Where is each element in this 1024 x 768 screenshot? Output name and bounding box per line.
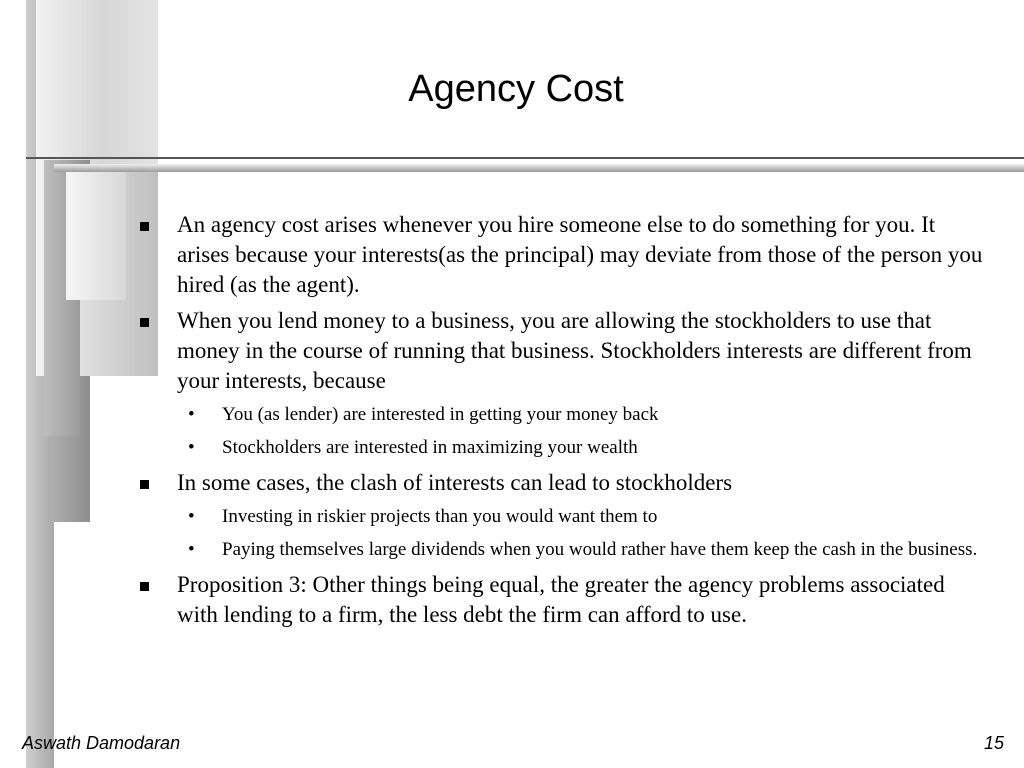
bullet-item <box>140 306 990 396</box>
bullet-text: When you lend money to a business, you are allowing the stockholders to use that money in the course of running that business. Stockholders interests are different from your interests, because <box>177 308 972 393</box>
square-bullet-icon <box>140 222 149 231</box>
sub-bullet-item <box>140 504 990 530</box>
sub-bullet-text: Investing in riskier projects than you would want them to <box>222 506 658 527</box>
bullet-item <box>140 570 990 630</box>
slide-body <box>140 210 990 636</box>
sub-bullet-text: Paying themselves large dividends when you would rather have them keep the cash in the business. <box>222 539 978 560</box>
slide-title: Agency Cost <box>408 68 624 110</box>
sub-bullet-item <box>140 537 990 563</box>
sub-bullet-text: Stockholders are interested in maximizing your wealth <box>222 437 638 458</box>
bullet-text: In some cases, the clash of interests can lead to stockholders <box>177 470 733 495</box>
dot-bullet-icon: • <box>188 437 195 458</box>
bullet-text: An agency cost arises whenever you hire someone else to do something for you. It arises because your interests(as the principal) may deviate from those of the person you hired (as the agent). <box>177 212 983 297</box>
square-bullet-icon <box>140 480 149 489</box>
square-bullet-icon <box>140 582 149 591</box>
sub-bullet-text: You (as lender) are interested in getting your money back <box>222 404 659 425</box>
sub-bullet-item <box>140 402 990 428</box>
square-bullet-icon <box>140 318 149 327</box>
bullet-text: Proposition 3: Other things being equal, the greater the agency problems associated with lending to a firm, the less debt the firm can afford to use. <box>177 572 945 627</box>
footer-author: Aswath Damodaran <box>22 733 181 753</box>
dot-bullet-icon: • <box>188 404 195 425</box>
dot-bullet-icon: • <box>188 506 195 527</box>
title-divider-shadow <box>54 164 1024 172</box>
sub-bullet-item <box>140 435 990 461</box>
decorative-bar <box>66 170 126 300</box>
bullet-item <box>140 468 990 498</box>
dot-bullet-icon: • <box>188 539 195 560</box>
footer-page-number: 15 <box>983 733 1004 753</box>
bullet-item <box>140 210 990 300</box>
title-divider <box>26 157 1024 159</box>
